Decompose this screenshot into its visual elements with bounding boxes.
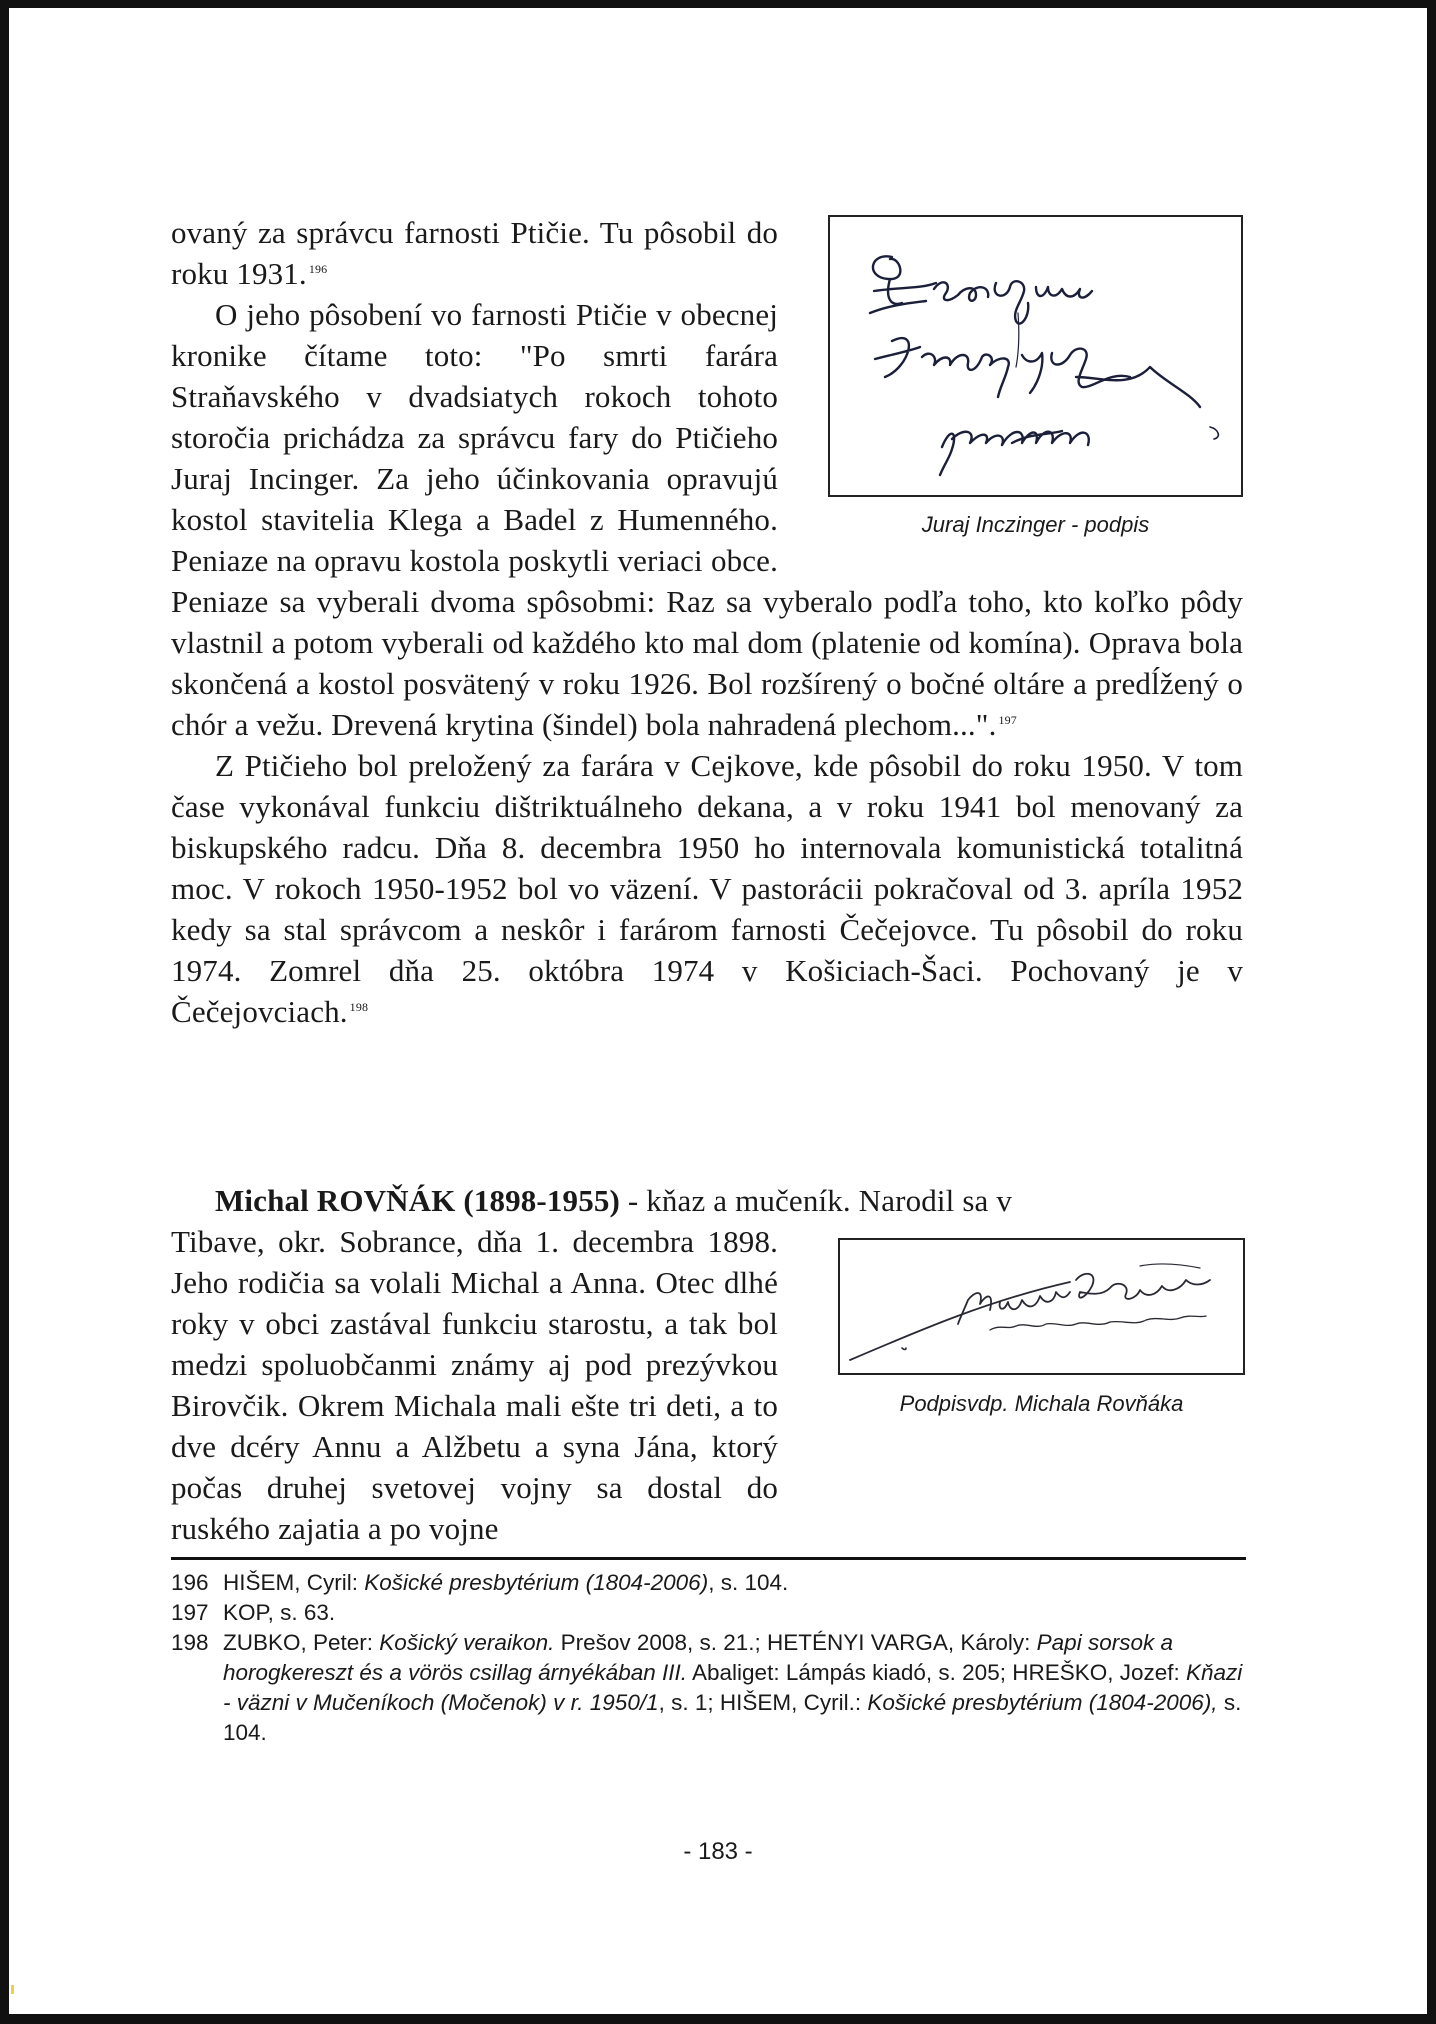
footnote-196 <box>171 1568 1251 1598</box>
footnote-text: ZUBKO, Peter: Košický veraikon. Prešov 2008, s. 21.; HETÉNYI VARGA, Károly: Papi sorsok a horogkereszt és a vörös csillag árnyékában III. Abaliget: Lámpás kiadó, s. 205; HREŠKO, Jozef: Kňazi - väzni v Mučeníkoch (Močenok) v r. 1950/1, s. 1; HIŠEM, Cyril.: Košické presbytérium (1804-2006), s. 104. <box>223 1630 1243 1745</box>
paragraph-4-lead: - kňaz a mučeník. Narodil sa v <box>619 1183 1012 1218</box>
signature-inczinger-drawing <box>830 217 1241 495</box>
footnote-text: HIŠEM, Cyril: Košické presbytérium (1804-2006), s. 104. <box>223 1570 789 1595</box>
person-name: Michal ROVŇÁK (1898-1955) <box>215 1183 620 1218</box>
footnote-number: 198 <box>171 1630 209 1655</box>
footnote-ref-196: 196 <box>308 262 328 276</box>
footnote-text: KOP, s. 63. <box>223 1600 336 1625</box>
paragraph-3: Z Ptičieho bol preložený za farára v Cejkove, kde pôsobil do roku 1950. V tom čase vykonával funkciu dištriktuálneho dekana, a v roku 1941 bol menovaný za biskupského radcu. Dňa 8. decembra 1950 ho internovala komunistická totalitná moc. V rokoch 1950-1952 bol vo väzení. V pastorácii pokračoval od 3. apríla 1952 kedy sa stal správcom a neskôr i farárom farnosti Čečejovce. Tu pôsobil do roku 1974. Zomrel dňa 25. októbra 1974 v Košiciach-Šaci. Pochovaný je v Čečejovciach. $^{198}$ <box>171 748 1243 1029</box>
footnotes <box>171 1568 1251 1748</box>
footnote-number: 196 <box>171 1570 209 1595</box>
signature-rovnak-drawing <box>840 1240 1243 1373</box>
signature-image-rovnak <box>838 1238 1245 1375</box>
footnote-197 <box>171 1598 1251 1628</box>
footnote-198 <box>171 1628 1251 1748</box>
footnote-ref-197: 197 <box>998 713 1017 727</box>
footnote-separator <box>171 1557 1246 1560</box>
figure-1-caption: Juraj Inczinger - podpis <box>921 512 1150 537</box>
page-number: - 183 - <box>683 1838 753 1865</box>
paragraph-4-rest: Tibave, okr. Sobrance, dňa 1. decembra 1898. Jeho rodičia sa volali Michal a Anna. Otec dlhé roky v obci zastával funkciu starostu, a tak bol medzi spoluobčanmi známy aj pod prezývkou Birovčik. Okrem Michala mali ešte tri deti, a to dve dcéry Annu a Alžbetu a syna Jána, ktorý počas druhej svetovej vojny sa dostal do ruského zajatia a po vojne <box>171 1224 778 1546</box>
paragraph-2: O jeho pôsobení vo farnosti Ptičie v obecnej kronike čítame toto: "Po smrti farára Straňavského v dvadsiatych rokoch tohoto storočia prichádza za správcu fary do Ptičieho Juraj Incinger. Za jeho účinkovania opravujú kostol stavitelia Klega a Badel z Humenného. Peniaze na opravu kostola poskytli veriaci obce. Peniaze sa vyberali dvoma spôsobmi: Raz sa vyberalo podľa toho, kto koľko pôdy vlastnil a potom vyberali od každého kto mal dom (platenie od komína). Oprava bola skončená a kostol posvätený v roku 1926. Bol rozšírený o bočné oltáre a predĺžený o chór a vežu. Drevená krytina (šindel) bola nahradená plechom...". $^{197}$ <box>171 297 1243 742</box>
signature-image-inczinger <box>828 215 1243 497</box>
figure-2-caption: Podpisvdp. Michala Rovňáka <box>899 1391 1184 1416</box>
scan-mark <box>11 1985 14 1994</box>
paragraph-1: ovaný za správcu farnosti Ptičie. Tu pôsobil do roku 1931. $^{196}$ <box>171 215 778 291</box>
footnote-ref-198: 198 <box>349 1000 369 1014</box>
footnote-number: 197 <box>171 1600 209 1625</box>
